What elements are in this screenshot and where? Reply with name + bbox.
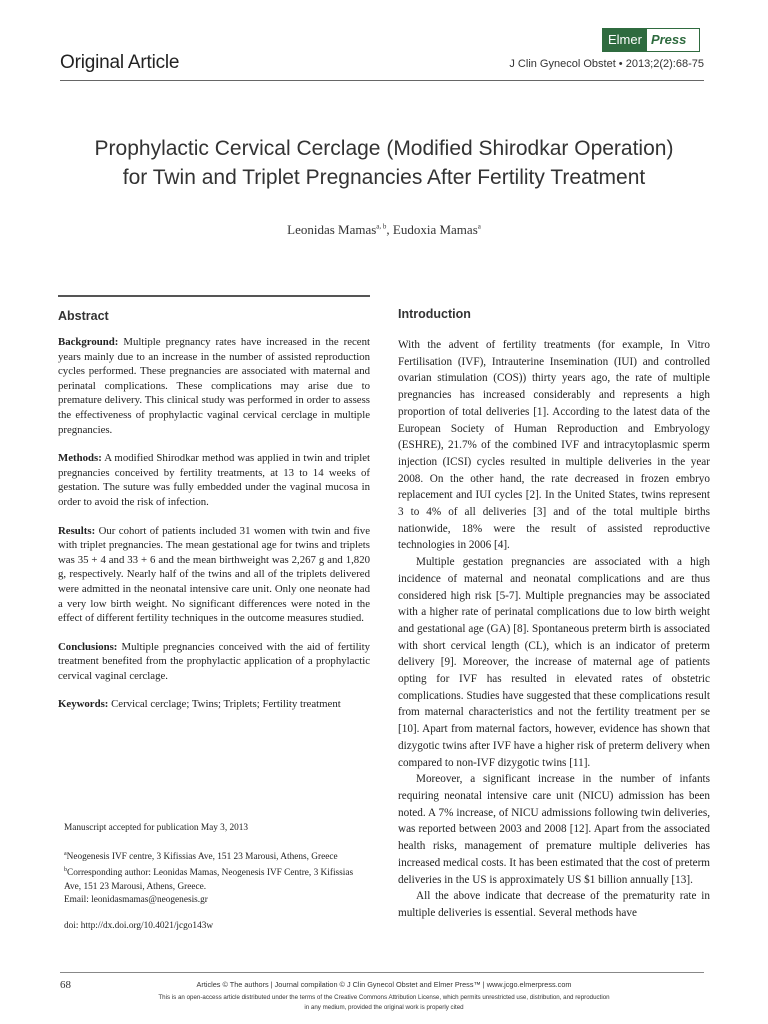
abstract-heading: Abstract (58, 309, 109, 323)
header-divider (60, 80, 704, 81)
affiliation-b-text: Corresponding author: Leonidas Mamas, Neogenesis IVF Centre, 3 Kifissias Ave, 151 23 Marousi, Athens, Greece. (64, 868, 354, 892)
keywords-text: Cervical cerclage; Twins; Triplets; Fertility treatment (108, 698, 341, 711)
conclusions-label: Conclusions: (58, 640, 118, 653)
accepted-note: Manuscript accepted for publication May 3, 2013 (64, 823, 249, 833)
introduction-paragraph-1: With the advent of fertility treatments (for example, In Vitro Fertilisation (IVF), Intrauterine Insemination (IUI) and controlled ovarian stimulation (COS)) thirty years ago, the rate of multiple pregnancies has increased considerably and represents a high proportion of total deliveries [1]. According to the latest data of the European Society of Human Reproduction and Embryology (ESHRE), 21.7% of the combined IVF and intracytoplasmic sperm injection (ICSI) cycles resulted in multiple deliveries in the year 2008. On the other hand, the rate decreased in frozen embryo replacement and IUI cycles [2]. In the United States, twins represent 3 to 4% of all deliveries [3] and of the total multiple births nationwide, 18% were the result of assisted reproductive technologies in 2006 [4]. (398, 339, 710, 552)
affiliation-a-text: Neogenesis IVF centre, 3 Kifissias Ave, 151 23 Marousi, Athens, Greece (66, 851, 338, 862)
journal-citation: J Clin Gynecol Obstet • 2013;2(2):68-75 (509, 58, 704, 70)
results-text: Our cohort of patients included 31 women with twin and five with triplet pregnancies. The mean gestational age for twins and triplets was 35 + 4 and 33 + 6 and the mean birthweight was 2,267 g and 1,820 g, respectively. Nearly half of the twins and all of the triplets delivered were admitted in the neonatal intensive care unit. Only one neonate had a very low birth weight. No significant differences were noted in the effect of different fertility techniques in the outcome measures studied. (58, 524, 370, 625)
contact-email[interactable]: Email: leonidasmamas@neogenesis.gr (64, 895, 208, 906)
article-notes (64, 822, 370, 933)
introduction-paragraph-2: Multiple gestation pregnancies are associated with a high incidence of maternal and neonatal complications and are thus considered high risk [5-7]. Multiple pregnancies may be associated with a higher rate of perinatal complications due to low birth weight and gestational age (GA) [8]. Spontaneous preterm birth is associated with short cervical length (CL), which is an indicator of preterm delivery [9]. Moreover, the increase of maternal age of patients opting for IVF has resulted in elevated rates of obstetric complications. Studies have suggested that these complications result from maternal characteristics and not the fertility treatment per se [10]. Apart from maternal factors, however, evidence has shown that dizygotic twins after IVF have a higher risk of preterm delivery when compared to non-IVF dizygotic twins [11]. (398, 556, 710, 769)
author-separator: , (386, 222, 393, 237)
abstract-background (58, 335, 370, 437)
author-name: Leonidas Mamas (287, 222, 377, 237)
affiliation-a (64, 848, 370, 865)
footer-copyright: Articles © The authors | Journal compilation © J Clin Gynecol Obstet and Elmer Press™ | www.jcgo.elmerpress.com (196, 980, 572, 989)
logo-word-press: Press (650, 32, 687, 47)
doi-link[interactable]: doi: http://dx.doi.org/10.4021/jcgo143w (64, 920, 214, 931)
article-title (40, 134, 728, 192)
author-affiliation-mark: a (477, 222, 481, 231)
author-name: Eudoxia Mamas (392, 222, 478, 237)
abstract-results (58, 524, 370, 626)
title-line-2: for Twin and Triplet Pregnancies After Fertility Treatment (122, 166, 646, 189)
background-text: Multiple pregnancy rates have increased in the recent years mainly due to an increase in the number of assisted reproduction cycles performed. These pregnancies are associated with maternal and perinatal complications. These complications may arise due to premature delivery. This clinical study was performed in order to assess the effectiveness of prophylactic vaginal cervical cerclage in multiple pregnancies. (58, 336, 370, 436)
abstract-column (58, 295, 370, 726)
methods-label: Methods: (58, 452, 102, 465)
affiliation-mark: a (64, 850, 67, 857)
logo-word-elmer: Elmer (603, 29, 647, 51)
affiliation-mark: b (64, 867, 67, 874)
footer-license-line-2: in any medium, provided the original work is properly cited (304, 1004, 464, 1011)
conclusions-text: Multiple pregnancies conceived with the aid of fertility treatment benefited from the prophylactic application of a prophylactic cervical vaginal cerclage. (58, 640, 370, 682)
keywords-label: Keywords: (58, 698, 109, 711)
methods-text: A modified Shirodkar method was applied in twin and triplet pregnancies conceived by fertility treatments, at 13 to 14 weeks of gestation. The suture was fully embedded under the vaginal mucosa in order to avoid the risk of infection. (58, 452, 370, 508)
page-number: 68 (60, 979, 71, 991)
footer-divider (60, 972, 704, 973)
abstract-divider (58, 295, 370, 297)
affiliation-b (64, 864, 370, 894)
abstract-methods (58, 451, 370, 509)
title-line-1: Prophylactic Cervical Cerclage (Modified Shirodkar Operation) (94, 137, 674, 160)
abstract-conclusions (58, 640, 370, 684)
abstract-keywords (58, 697, 370, 712)
author-affiliation-mark: a, b (376, 222, 387, 231)
author-list (0, 222, 768, 238)
footer-license-line-1: This is an open-access article distributed under the terms of the Creative Commons Attribution License, which permits unrestricted use, distribution, and reproduction (158, 994, 610, 1001)
article-type-label: Original Article (60, 52, 180, 73)
introduction-paragraph-4: All the above indicate that decrease of the prematurity rate in multiple deliveries is essential. Several methods have (398, 890, 710, 919)
introduction-column (398, 295, 710, 922)
publisher-logo (602, 28, 700, 52)
background-label: Background: (58, 336, 119, 348)
introduction-paragraph-3: Moreover, a significant increase in the number of infants requiring neonatal intensive care unit (NICU) admission has been noted. A 7% increase, of NICU admissions following twin deliveries, was reported between 2003 and 2008 [12]. Apart from the associated health risks, management of premature multiple deliveries has increased medical costs. It has been estimated that the cost of preterm deliveries in the US is approximately US $1 billion annually [13]. (398, 773, 710, 886)
introduction-heading: Introduction (398, 307, 471, 321)
results-label: Results: (58, 524, 96, 537)
